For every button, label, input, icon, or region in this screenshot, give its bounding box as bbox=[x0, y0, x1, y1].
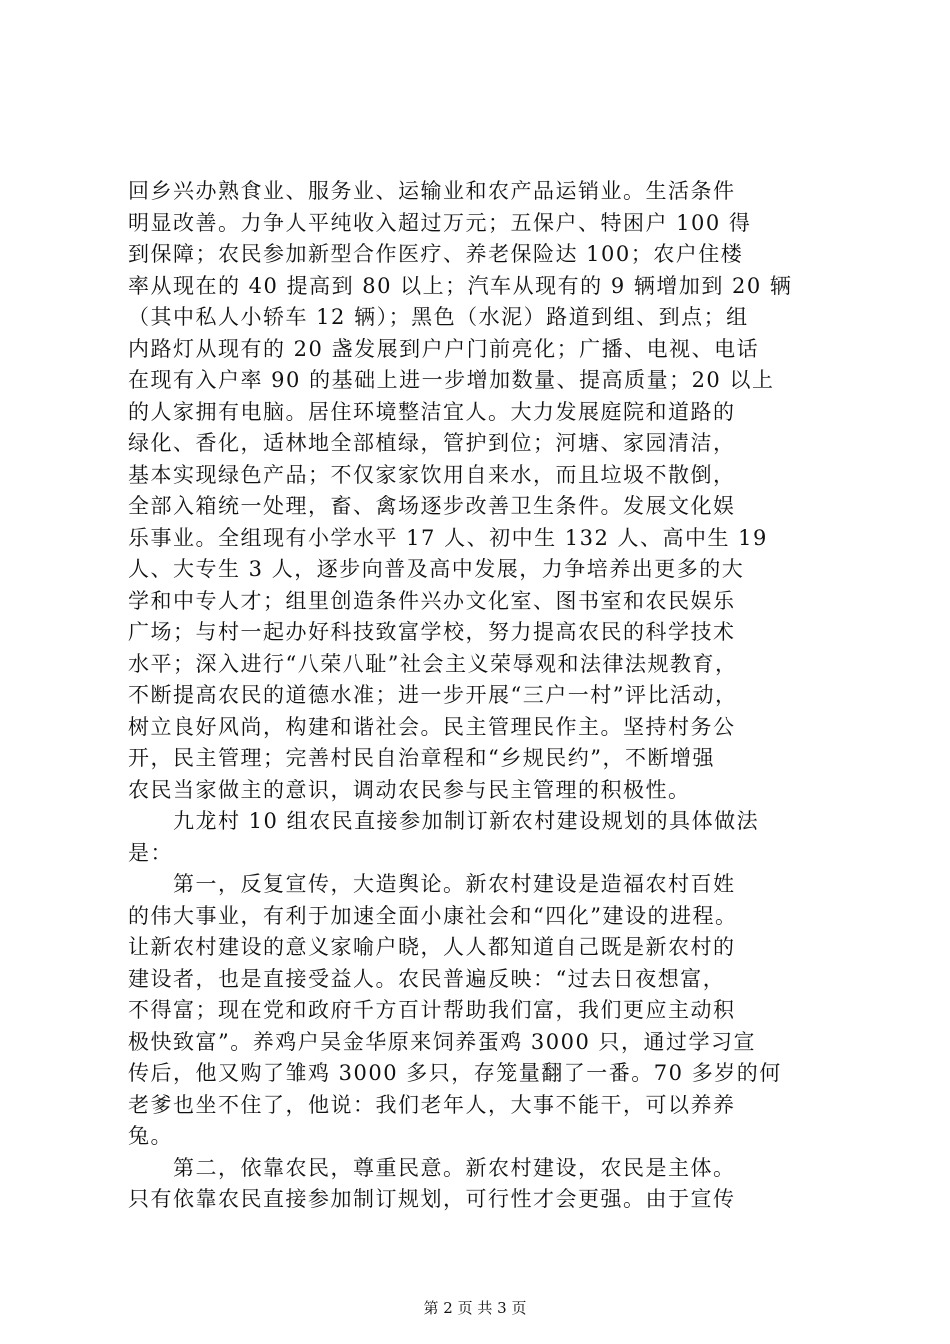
text-line: 在现有入户率 90 的基础上进一步增加数量、提高质量；20 以上 bbox=[128, 368, 775, 392]
text-line: 不断提高农民的道德水准；进一步开展“三户一村”评比活动， bbox=[128, 683, 738, 707]
text-line: 只有依靠农民直接参加制订规划，可行性才会更强。由于宣传 bbox=[128, 1187, 736, 1211]
text-line: 建设者，也是直接受益人。农民普遍反映：“过去日夜想富， bbox=[128, 966, 726, 991]
text-line: 乐事业。全组现有小学水平 17 人、初中生 132 人、高中生 19 bbox=[128, 525, 768, 550]
text-line: （其中私人小轿车 12 辆）；黑色（水泥）路道到组、到点；组 bbox=[128, 305, 749, 329]
text-line: 基本实现绿色产品；不仅家家饮用自来水，而且垃圾不散倒， bbox=[128, 462, 736, 487]
text-line: 明显改善。力争人平纯收入超过万元；五保户、特困户 100 得 bbox=[128, 210, 752, 235]
text-line: 九龙村 10 组农民直接参加制订新农村建设规划的具体做法 bbox=[128, 809, 760, 833]
text-line: 广场；与村一起办好科技致富学校，努力提高农民的科学技术 bbox=[128, 620, 736, 644]
text-line: 第二，依靠农民，尊重民意。新农村建设，农民是主体。 bbox=[128, 1155, 736, 1180]
text-line: 回乡兴办熟食业、服务业、运输业和农产品运销业。生活条件 bbox=[128, 179, 736, 203]
text-line: 极快致富”。养鸡户吴金华原来饲养蛋鸡 3000 只，通过学习宣 bbox=[128, 1029, 757, 1054]
text-line: 人、大专生 3 人，逐步向普及高中发展，力争培养出更多的大 bbox=[128, 557, 745, 581]
text-line: 兔。 bbox=[128, 1124, 173, 1148]
text-line: 老爹也坐不住了，他说：我们老年人，大事不能干，可以养养 bbox=[128, 1092, 736, 1117]
text-line: 到保障；农民参加新型合作医疗、养老保险达 100；农户住楼 bbox=[128, 242, 744, 266]
text-line: 内路灯从现有的 20 盏发展到户户门前亮化；广播、电视、电话 bbox=[128, 336, 760, 361]
text-line: 水平；深入进行“八荣八耻”社会主义荣辱观和法律法规教育， bbox=[128, 651, 738, 676]
text-line: 学和中专人才；组里创造条件兴办文化室、图书室和农民娱乐 bbox=[128, 588, 736, 613]
text-line: 开，民主管理；完善村民自治章程和“乡规民约”，不断增强 bbox=[128, 746, 715, 770]
text-line: 树立良好风尚，构建和谐社会。民主管理民作主。坚持村务公 bbox=[128, 714, 736, 739]
text-line: 绿化、香化，适林地全部植绿，管护到位；河塘、家园清洁， bbox=[128, 431, 736, 455]
text-line: 不得富；现在党和政府千方百计帮助我们富，我们更应主动积 bbox=[128, 998, 736, 1022]
body-text bbox=[128, 176, 828, 1216]
page-footer: 第 2 页 共 3 页 bbox=[423, 1299, 527, 1317]
text-line: 的人家拥有电脑。居住环境整洁宜人。大力发展庭院和道路的 bbox=[128, 399, 736, 424]
text-line: 是： bbox=[128, 840, 173, 865]
text-line: 率从现在的 40 提高到 80 以上；汽车从现有的 9 辆增加到 20 辆 bbox=[128, 273, 793, 298]
text-line: 让新农村建设的意义家喻户晓，人人都知道自己既是新农村的 bbox=[128, 935, 736, 959]
text-line: 农民当家做主的意识，调动农民参与民主管理的积极性。 bbox=[128, 777, 691, 802]
text-line: 传后，他又购了雏鸡 3000 多只，存笼量翻了一番。70 多岁的何 bbox=[128, 1061, 782, 1085]
text-line: 的伟大事业，有利于加速全面小康社会和“四化”建设的进程。 bbox=[128, 903, 738, 928]
text-line: 第一，反复宣传，大造舆论。新农村建设是造福农村百姓 bbox=[128, 872, 736, 896]
text-line: 全部入箱统一处理，畜、禽场逐步改善卫生条件。发展文化娱 bbox=[128, 494, 736, 518]
